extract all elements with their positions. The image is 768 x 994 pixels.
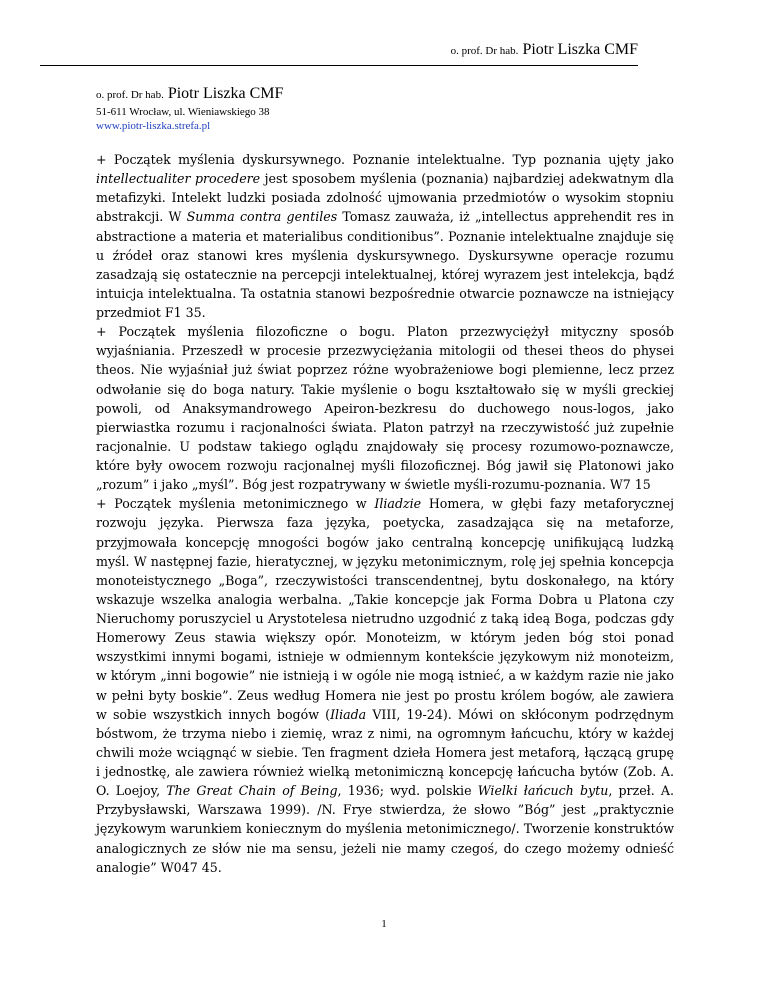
- paragraph-discursive-thinking: + Początek myślenia dyskursywnego. Poznanie intelektualne. Typ poznania ujęty jako intellectualiter procedere jest sposobem myślenia (poznania) najbardziej adekwatnym dla metafizyki. Intelekt ludzki posiada zdolność ujmowania przedmiotów o wysokim stopniu abstrakcji. W Summa contra gentiles Tomasz zauważa, iż „intellectus apprehendit res in abstractione a materia et materialibus conditionibus”. Poznanie intelektualne znajduje się u źródeł oraz stanowi kres myślenia dyskursywnego. Dyskursywne operacje rozumu zasadzają się ostatecznie na percepcji intelektualnej, której wyrazem jest intelekcja, bądź intuicja intelektualna. Ta ostatnia stanowi bezpośrednie otwarcie poznawcze na istniejący przedmiot F1 35.: [96, 152, 674, 320]
- italic-term: intellectualiter procedere: [96, 171, 261, 187]
- paragraph-metonymic-thinking: + Początek myślenia metonimicznego w Iliadzie Homera, w głębi fazy metaforycznej rozwoju języka. Pierwsza faza języka, poetycka, zasadzająca się na metaforze, przyjmowała koncepcję mnogości bogów jako centralną koncepcję unifikującą ludzką myśl. W następnej fazie, hieratycznej, w języku metonimicznym, rolę jej spełnia koncepcja monoteistycznego „Boga”, rzeczywistości transcendentnej, bytu doskonałego, na który wskazuje wszelka analogia werbalna. „Takie koncepcje jak Forma Dobra u Platona czy Nieruchomy poruszyciel u Arystotelesa nietrudno uzgodnić z taką ideą Boga, podczas gdy Homerowy Zeus stawia większy opór. Monoteizm, w którym jeden bóg stoi ponad wszystkimi innymi bogami, istnieje w odmiennym kontekście językowym niż monoteizm, w którym „inni bogowie” nie istnieją i w ogóle nie mogą istnieć, a w każdym razie nie jako w pełni byty boskie”. Zeus według Homera nie jest po prostu królem bogów, ale zawiera w sobie wszystkich innych bogów (Iliada VIII, 19-24). Mówi on skłóconym podrzędnym bóstwom, że trzyma niebo i ziemię, wraz z nimi, na ogromnym łańcuchu, który w każdej chwili może wciągnąć w siebie. Ten fragment dzieła Homera jest metaforą, łączącą grupę i jednostkę, ale zawiera również wielką metonimiczną koncepcję łańcucha bytów (Zob. A. O. Loejoy, The Great Chain of Being, 1936; wyd. polskie Wielki łańcuch bytu, przeł. A. Przybysławski, Warszawa 1999). /N. Frye stwierdza, że słowo ”Bóg” jest „praktycznie językowym warunkiem koniecznym do myślenia metonimicznego/. Tworzenie konstruktów analogicznych ze słów nie ma sensu, jeżeli nie mamy czegoś, do czego możemy odnieść analogie” W047 45.: [96, 496, 675, 875]
- document-body: [96, 150, 674, 877]
- page-number: 1: [381, 918, 387, 930]
- header-title-prefix: o. prof. Dr hab.: [450, 45, 519, 57]
- paragraph-philosophical-thinking: + Początek myślenia filozoficzne o bogu. Platon przezwyciężył mityczny sposób wyjaśniania. Przeszedł w procesie przezwyciężania mitologii od thesei theos do physei theos. Nie wyjaśniał już świat poprzez różne wyobrażeniowe bogi plemienne, lecz przez odwołanie się do boga natury. Takie myślenie o bogu kształtowało się w myśli greckiej powoli, od Anaksymandrowego Apeiron-bezkresu do duchowego nous-logos, jako pierwiastka rozumu i racjonalności świata. Platon patrzył na rzeczywistość już zupełnie racjonalnie. U podstaw takiego oglądu znajdowały się procesy rozumowo-poznawcze, które były owocem rozwoju racjonalnej myśli filozoficznej. Bóg jawił się Platonowi jako „rozum” i jako „myśl”. Bóg jest rozpatrywany w świetle myśli-rozumu-poznania. W7 15: [96, 324, 674, 493]
- italic-title: Wielki łańcuch bytu: [477, 783, 609, 799]
- italic-title: Iliada: [330, 706, 367, 722]
- italic-title: Summa contra gentiles: [186, 209, 338, 225]
- italic-title: Iliadzie: [374, 496, 422, 512]
- author-title-prefix: o. prof. Dr hab.: [96, 89, 164, 101]
- author-address: 51-611 Wrocław, ul. Wieniawskiego 38: [96, 106, 270, 118]
- author-website-link[interactable]: www.piotr-liszka.strefa.pl: [96, 120, 211, 132]
- running-header: [40, 41, 638, 66]
- header-author-name: Piotr Liszka CMF: [522, 41, 638, 58]
- author-block: [96, 84, 696, 133]
- italic-title: The Great Chain of Being: [166, 783, 338, 799]
- author-name: Piotr Liszka CMF: [167, 85, 284, 102]
- author-title-line: [96, 84, 696, 105]
